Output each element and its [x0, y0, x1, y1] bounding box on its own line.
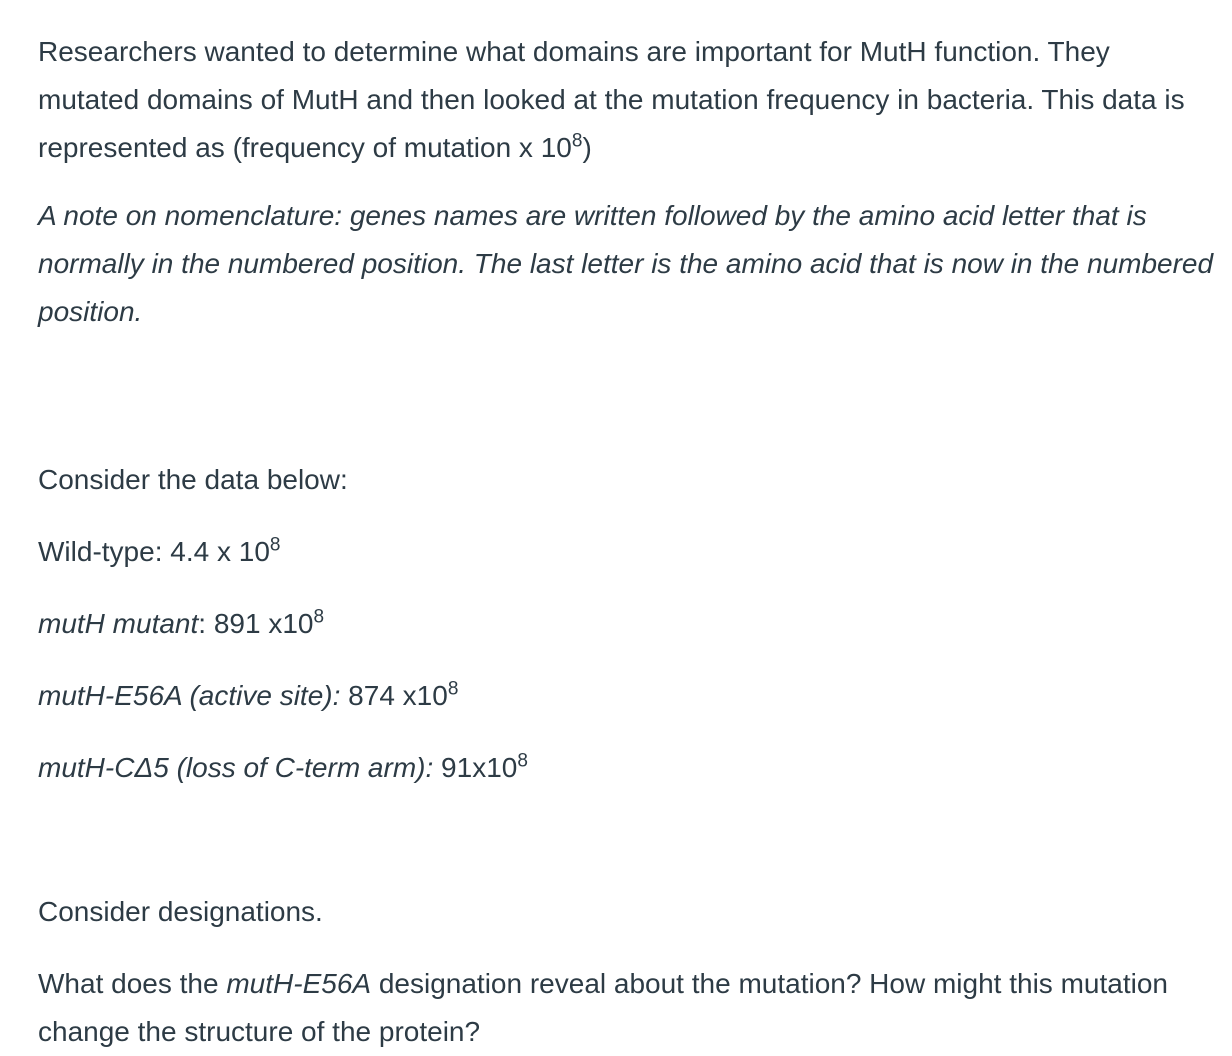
- intro-paragraph: [38, 28, 1218, 172]
- intro-close: ): [582, 132, 592, 163]
- intro-text: Researchers wanted to determine what domains are important for MutH function. They mutated domains of MutH and then looked at the mutation frequency in bacteria. This data is represented as (frequency of mutation x 10: [38, 36, 1185, 163]
- data-row-sep: :: [154, 536, 171, 567]
- intro-exponent: 8: [571, 130, 583, 152]
- question-term: mutH-E56A: [226, 968, 372, 999]
- data-heading: Consider the data below:: [38, 464, 348, 495]
- data-row-label: Wild-type: [38, 536, 155, 567]
- data-row-sep: [433, 752, 441, 783]
- data-row-wild-type: [38, 528, 1218, 576]
- data-row-sep: :: [198, 608, 214, 639]
- designations-heading: Consider designations.: [38, 896, 323, 927]
- nomenclature-note: A note on nomenclature: genes names are written followed by the amino acid letter that is normally in the numbered position. The last letter is the amino acid that is now in the numbered position.: [38, 200, 1214, 327]
- question-post: designation reveal about the mutation? How might this mutation change the structure of the protein?: [38, 968, 1168, 1047]
- data-row-exponent: 8: [447, 678, 459, 700]
- data-row-exponent: 8: [313, 606, 325, 628]
- question-pre: What does the: [38, 968, 227, 999]
- data-row-value: 91x10: [441, 752, 518, 783]
- data-row-muth-mutant: [38, 600, 1218, 648]
- data-row-exponent: 8: [517, 750, 528, 772]
- data-row-value: 874 x10: [348, 680, 448, 711]
- data-row-c-delta5: [38, 744, 1218, 792]
- data-row-label: mutH mutant: [38, 608, 199, 639]
- data-row-sep: [340, 680, 348, 711]
- data-row-value: 4.4 x 10: [170, 536, 270, 567]
- data-row-label: mutH-CΔ5 (loss of C-term arm):: [38, 752, 434, 783]
- data-row-exponent: 8: [269, 534, 281, 556]
- data-row-e56a: [38, 672, 1218, 720]
- data-row-label: mutH-E56A (active site):: [38, 680, 341, 711]
- data-row-value: 891 x10: [213, 608, 314, 639]
